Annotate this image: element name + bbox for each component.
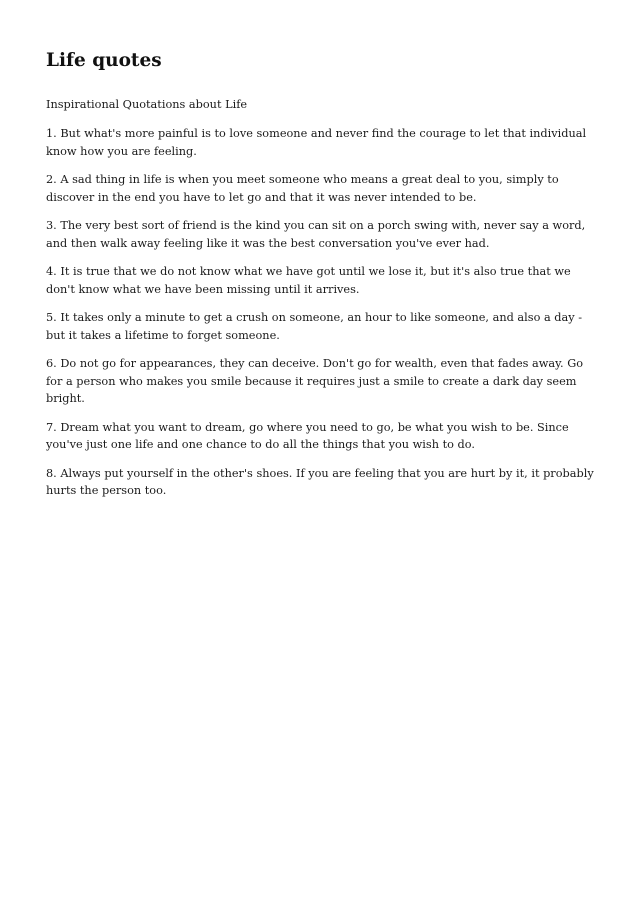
page-title: Life quotes [46,50,162,71]
quote-item-1: 1. But what's more painful is to love someone and never find the courage to let that individual know how you are feeling. [46,127,587,158]
quote-item-8: 8. Always put yourself in the other's shoes. If you are feeling that you are hurt by it, it probably hurts the person too. [46,466,594,497]
quote-item-7: 7. Dream what you want to dream, go where you need to go, be what you wish to be. Since you've just one life and one chance to do all the things that you wish to do. [46,420,569,451]
quote-item-4: 4. It is true that we do not know what we have got until we lose it, but it's also true that we don't know what we have been missing until it arrives. [46,265,571,296]
quote-item-5: 5. It takes only a minute to get a crush on someone, an hour to like someone, and also a day -but it takes a lifetime to forget someone. [46,311,583,342]
quote-list [46,125,596,500]
quote-item-2: 2. A sad thing in life is when you meet someone who means a great deal to you, simply to discover in the end you have to let go and that it was never intended to be. [46,173,559,204]
page-subtitle: Inspirational Quotations about Life [46,98,248,111]
quote-item-3: 3. The very best sort of friend is the kind you can sit on a porch swing with, never say a word, and then walk away feeling like it was the best conversation you've ever had. [46,219,586,250]
quote-item-6: 6. Do not go for appearances, they can deceive. Don't go for wealth, even that fades away. Go for a person who makes you smile because it requires just a smile to create a dark day seem bright. [46,357,584,405]
